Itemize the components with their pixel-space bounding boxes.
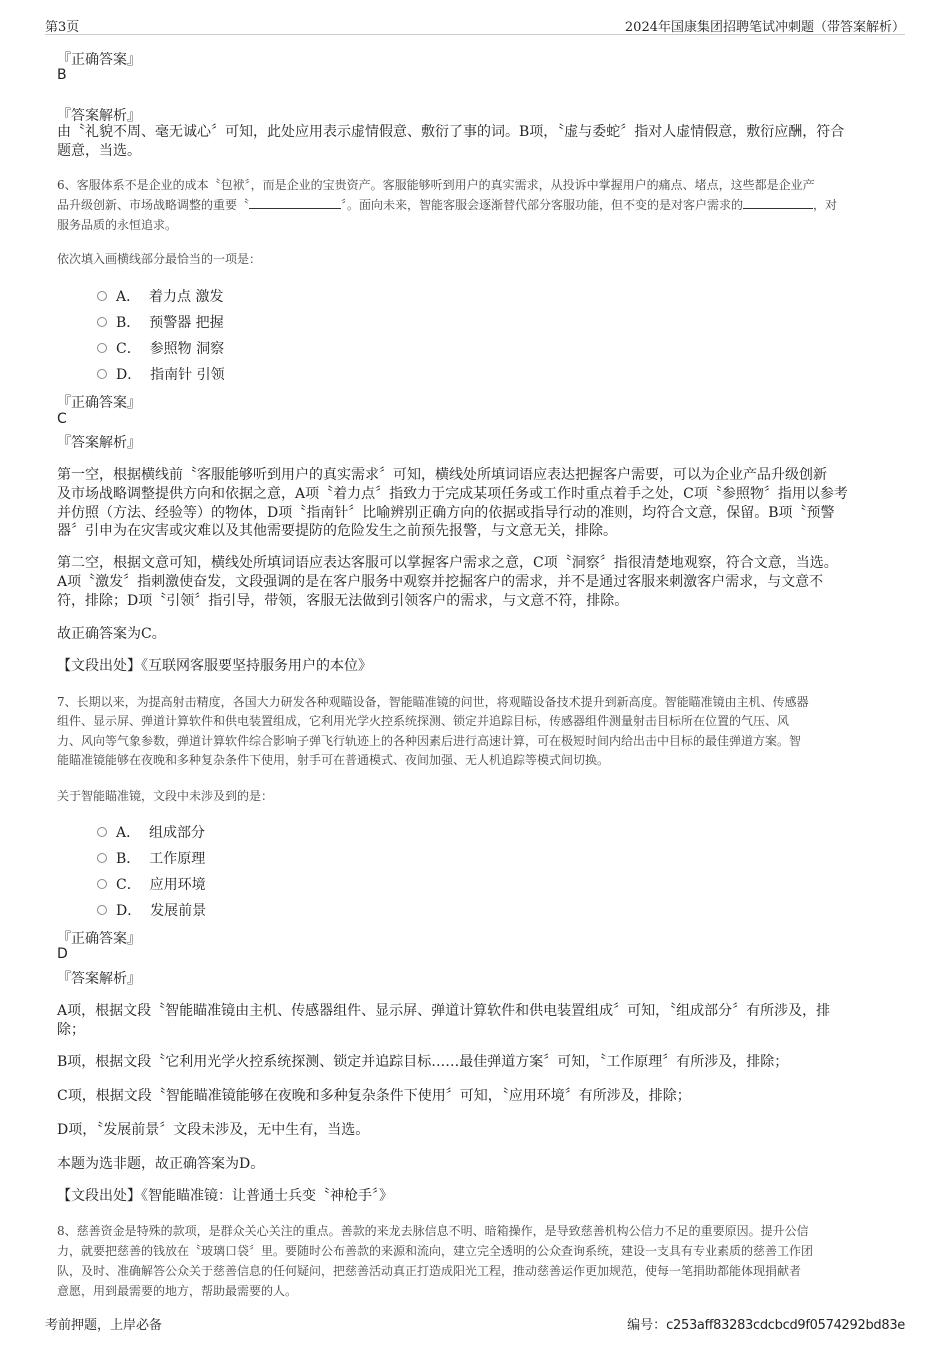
q8-stem-line: 力，就要把慈善的钱放在〝玻璃口袋〞里。要随时公布善款的来源和流向，建立完全透明的公众查询系统，建设一支具有专业素质的慈善工作团 bbox=[57, 1244, 814, 1258]
q7-stem-line: 力、风向等气象参数，弹道计算软件综合影响子弹飞行轨迹上的各种因素后进行高速计算，可在极短时间内给出击中目标的最佳弹道方案。智 bbox=[57, 734, 802, 748]
q7-analysis-line: C项，根据文段〝智能瞄准镜能够在夜晚和多种复杂条件下使用〞可知，〝应用环境〞有所涉及，排除； bbox=[57, 1088, 691, 1104]
q6-option-d[interactable]: D． 指南针 引领 bbox=[97, 364, 225, 384]
q6-source: 【文段出处】《互联网客服要坚持服务用户的本位》 bbox=[57, 658, 372, 674]
q6-stem-line: 服务品质的永恒追求。 bbox=[57, 218, 178, 232]
q6-analysis-line: 第一空，根据横线前〝客服能够听到用户的真实需求〞可知，横线处所填词语应表达把握客户需要，可以为企业产品升级创新 bbox=[57, 467, 827, 483]
footer-slogan: 考前押题，上岸必备 bbox=[45, 1318, 163, 1333]
q6-conclusion: 故正确答案为C。 bbox=[57, 626, 166, 642]
fill-blank-1 bbox=[249, 196, 341, 209]
page-number: 第3页 bbox=[45, 20, 80, 35]
document-code: 编号：c253aff83283cdcbcd9f0574292bd83e bbox=[627, 1318, 905, 1333]
q7-stem-line: 组件、显示屏、弹道计算软件和供电装置组成，它利用光学火控系统探测、锁定并追踪目标，传感器组件测量射击目标所在位置的气压、风 bbox=[57, 714, 790, 728]
q6-analysis-label: 『答案解析』 bbox=[57, 435, 141, 451]
q8-stem-line: 队，及时、准确解答公众关于慈善信息的任何疑问，把慈善活动真正打造成阳光工程，推动慈善运作更加规范，使每一笔捐助都能体现捐献者 bbox=[57, 1264, 802, 1278]
q6-option-b[interactable]: B． 预警器 把握 bbox=[97, 312, 224, 332]
q7-analysis-line: B项，根据文段〝它利用光学火控系统探测、锁定并追踪目标……最佳弹道方案〞可知，〝工作原理〞有所涉及，排除； bbox=[57, 1054, 789, 1070]
q7-analysis-line: D项，〝发展前景〞文段未涉及，无中生有，当选。 bbox=[57, 1122, 370, 1138]
radio-icon[interactable] bbox=[97, 369, 107, 379]
q6-option-a[interactable]: A． 着力点 激发 bbox=[97, 286, 223, 306]
q6-analysis-line: 器〞引申为在灾害或灾难以及其他需要提防的危险发生之前预先报警，与文意无关，排除。 bbox=[57, 523, 617, 539]
radio-icon[interactable] bbox=[97, 879, 107, 889]
q8-stem-line: 8、慈善资金是特殊的款项，是群众关心关注的重点。善款的来龙去脉信息不明、暗箱操作，是导致慈善机构公信力不足的重要原因。提升公信 bbox=[57, 1224, 809, 1238]
q7-stem-line: 能瞄准镜能够在夜晚和多种复杂条件下使用，射手可在普通模式、夜间加强、无人机追踪等模式间切换。 bbox=[57, 753, 610, 767]
q6-analysis-line: A项〝激发〞指刺激使奋发，文段强调的是在客户服务中观察并挖掘客户的需求，并不是通过客服来刺激客户需求，与文意不 bbox=[57, 574, 824, 590]
radio-icon[interactable] bbox=[97, 853, 107, 863]
radio-icon[interactable] bbox=[97, 343, 107, 353]
q6-stem-line: 6、客服体系不是企业的成本〝包袱〞，而是企业的宝贵资产。客服能够听到用户的真实需求，从投诉中掌握用户的痛点、堵点，这些都是企业产 bbox=[57, 178, 815, 192]
q6-answer: C bbox=[57, 411, 67, 427]
q7-stem-line: 7、长期以来，为提高射击精度，各国大力研发各种观瞄设备，智能瞄准镜的问世，将观瞄设备技术提升到新高度。智能瞄准镜由主机、传感器 bbox=[57, 695, 809, 709]
q6-analysis-line: 并仿照（方法、经验等）的物体，D项〝指南针〞比喻辨别正确方向的依据或指导行动的准则，均符合文意，保留。B项〝预警 bbox=[57, 505, 835, 521]
q5-analysis-label: 『答案解析』 bbox=[57, 108, 141, 124]
q7-analysis-line: A项，根据文段〝智能瞄准镜由主机、传感器组件、显示屏、弹道计算软件和供电装置组成〞可知，〝组成部分〞有所涉及，排 bbox=[57, 1003, 831, 1019]
radio-icon[interactable] bbox=[97, 905, 107, 915]
fill-blank-2 bbox=[743, 196, 813, 209]
q7-conclusion: 本题为选非题，故正确答案为D。 bbox=[57, 1156, 265, 1172]
q7-option-c[interactable]: C． 应用环境 bbox=[97, 874, 206, 894]
q7-option-a[interactable]: A． 组成部分 bbox=[97, 822, 205, 842]
q6-answer-label: 『正确答案』 bbox=[57, 395, 141, 411]
document-title: 2024年国康集团招聘笔试冲刺题（带答案解析） bbox=[624, 20, 905, 35]
q5-answer: B bbox=[57, 67, 67, 83]
q7-answer-label: 『正确答案』 bbox=[57, 931, 141, 947]
q7-source: 【文段出处】《智能瞄准镜：让普通士兵变〝神枪手〞》 bbox=[57, 1188, 393, 1204]
radio-icon[interactable] bbox=[97, 317, 107, 327]
q6-option-c[interactable]: C． 参照物 洞察 bbox=[97, 338, 224, 358]
q7-option-b[interactable]: B． 工作原理 bbox=[97, 848, 205, 868]
q6-analysis-line: 符，排除；D项〝引领〞指引导，带领，客服无法做到引领客户的需求，与文意不符，排除。 bbox=[57, 593, 629, 609]
q7-analysis-line: 除； bbox=[57, 1022, 85, 1038]
q5-answer-label: 『正确答案』 bbox=[57, 52, 141, 68]
q7-prompt: 关于智能瞄准镜，文段中未涉及到的是： bbox=[57, 789, 274, 803]
q6-stem-line: 品升级创新、市场战略调整的重要〝 〞。面向未来，智能客服会逐渐替代部分客服功能，但不变的是对客户需求的 ，对 bbox=[57, 198, 838, 212]
q6-prompt: 依次填入画横线部分最恰当的一项是： bbox=[57, 252, 262, 266]
q7-option-d[interactable]: D． 发展前景 bbox=[97, 900, 206, 920]
radio-icon[interactable] bbox=[97, 291, 107, 301]
page-header bbox=[45, 14, 905, 35]
q7-answer: D bbox=[57, 946, 68, 962]
radio-icon[interactable] bbox=[97, 827, 107, 837]
q8-stem-line: 意愿，用到最需要的地方，帮助最需要的人。 bbox=[57, 1284, 298, 1298]
q6-analysis-line: 第二空，根据文意可知，横线处所填词语应表达客服可以掌握客户需求之意，C项〝洞察〞指很清楚地观察，符合文意，当选。 bbox=[57, 555, 838, 571]
page-footer bbox=[45, 1314, 905, 1334]
q5-analysis-line: 题意，当选。 bbox=[57, 143, 141, 159]
q7-analysis-label: 『答案解析』 bbox=[57, 971, 141, 987]
q5-analysis-line: 由〝礼貌不周、毫无诚心〞可知，此处应用表示虚情假意、敷衍了事的词。B项，〝虚与委蛇〞指对人虚情假意，敷衍应酬，符合 bbox=[57, 124, 845, 140]
q6-analysis-line: 及市场战略调整提供方向和依据之意，A项〝着力点〞指致力于完成某项任务或工作时重点着手之处，C项〝参照物〞指用以参考 bbox=[57, 486, 848, 502]
